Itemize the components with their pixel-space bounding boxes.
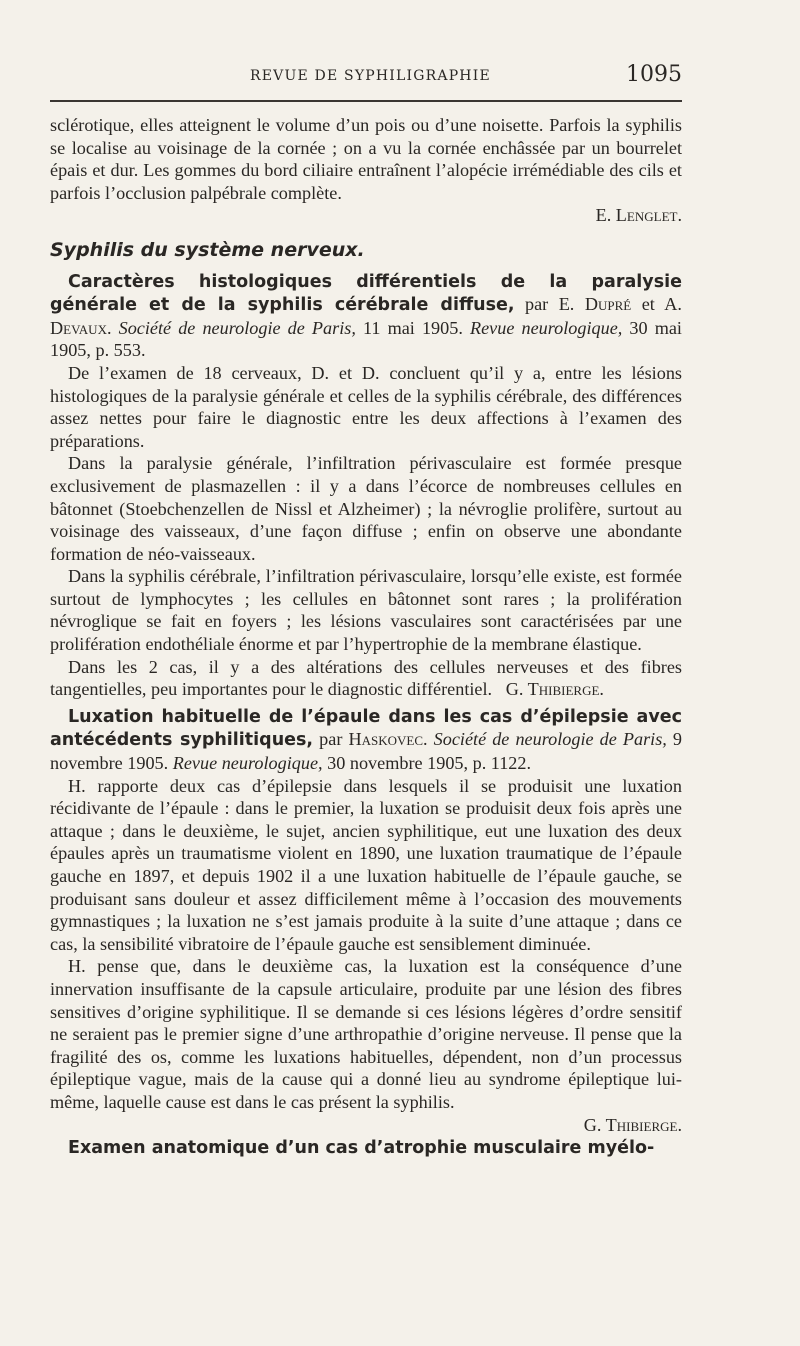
- paragraph-text: Dans les 2 cas, il y a des altérations des cellules nerveuses et des fibres tangentielles, peu importantes pour le diagnostic différentiel.: [50, 656, 682, 700]
- article-heading: [50, 1136, 682, 1160]
- journal-title: REVUE DE SYPHILIGRAPHIE: [250, 68, 491, 84]
- byline-text: par E.: [514, 294, 585, 315]
- signature: G. Thibierge.: [505, 679, 604, 700]
- author-name: Devaux: [50, 317, 107, 338]
- paragraph: H. rapporte deux cas d’épilepsie dans lesquels il se produisit une luxation récidivante de l’épaule : dans le premier, la luxation se produisit deux fois après une attaque ; dans le deuxième, le sujet, ancien syphilitique, eut une luxation des deux épaules après un traumatisme violent en 1890, une luxation traumatique de l’épaule gauche en 1897, et depuis 1902 il a une luxation habituelle de l’épaule gauche, se produisant sans douleur et assez difficilement même à l’occasion des mouvements gymnastiques ; la luxation ne s’est jamais produite à la suite d’une attaque ; dans ce cas, la sensibilité vibratoire de l’épaule gauche est sensiblement diminuée.: [50, 775, 682, 954]
- signature: G. Thibierge.: [583, 1114, 682, 1135]
- paragraph: H. pense que, dans le deuxième cas, la luxation est la conséquence d’une innervation insuffisante de la capsule articulaire, produite par une lésion des fibres sensitives d’origine syphilitique. Il se demande si ces lésions légères d’ordre sensitif ne seraient pas le premier signe d’une arthropathie d’origine nerveuse. Il pense que la fragilité des os, comme les luxations habituelles, dépendent, non d’un processus épileptique vague, mais de la cause qui a donné lieu au syndrome épileptique lui-même, laquelle cause est dans le cas présent la syphilis.: [50, 956, 682, 1112]
- byline-text: par: [313, 729, 349, 750]
- page-number: 1095: [626, 62, 682, 87]
- source-date: 30 novembre 1905, p. 1122.: [322, 753, 532, 774]
- section-heading: Syphilis du système nerveux.: [50, 238, 365, 261]
- source-date: 11 mai 1905.: [355, 317, 470, 338]
- author-name: Haskovec: [348, 729, 423, 750]
- source-name: Société de neurologie de Paris,: [433, 729, 667, 750]
- source-date: 9 novembre 1905.: [50, 729, 683, 774]
- article-title: Luxation habituelle de l’épaule dans les cas d’épilepsie avec antécédents syphilitiques,: [50, 706, 682, 751]
- author-name: Dupré: [584, 294, 632, 315]
- source-date: 30 mai 1905, p. 553.: [50, 317, 682, 361]
- page-body: [50, 114, 682, 1160]
- paragraph: Dans la paralysie générale, l’infiltration périvasculaire est formée presque exclusivement de plasmazellen : il y a dans l’écorce de nombreuses cellules en bâtonnet (Stoebchenzellen de Nissl et Alzheimer) ; la névroglie prolifère, surtout au voisinage des vaisseaux, d’une façon diffuse ; enfin on observe une abondante formation de néo-vaisseaux.: [50, 453, 682, 564]
- article-heading: [50, 705, 682, 775]
- running-header: [50, 62, 682, 92]
- paragraph: [50, 656, 682, 701]
- article-title: Examen anatomique d’un cas d’atrophie musculaire myélo-: [68, 1138, 655, 1159]
- byline-text: .: [423, 729, 434, 750]
- byline-text: .: [106, 317, 119, 338]
- source-name: Revue neurologique,: [469, 317, 623, 338]
- header-rule: [50, 100, 682, 102]
- source-name: Revue neurologique,: [172, 753, 323, 774]
- paragraph: Dans la syphilis cérébrale, l’infiltration périvasculaire, lorsqu’elle existe, est formée surtout de lymphocytes ; les cellules en bâtonnet sont rares ; la prolifération névroglique se fait en foyers ; les lésions vasculaires sont caractérisées par une prolifération endothéliale énorme et par l’hypertrophie de la membrane élastique.: [50, 566, 682, 655]
- continued-paragraph: sclérotique, elles atteignent le volume d’un pois ou d’une noisette. Parfois la syphilis se localise au voisinage de la cornée ; on a vu la cornée enchâssée par un bourrelet épais et dur. Les gommes du bord ciliaire entraînent l’alopécie irrémédiable des cils et parfois l’occlusion palpébrale complète.: [50, 115, 682, 203]
- byline-text: et A.: [631, 294, 682, 315]
- article-heading: [50, 270, 682, 362]
- source-name: Société de neurologie de Paris,: [118, 317, 356, 338]
- signature: E. Lenglet.: [595, 205, 682, 226]
- article-title: Caractères histologiques différentiels de la paralysie générale et de la syphilis cérébrale diffuse,: [50, 271, 682, 316]
- paragraph: De l’examen de 18 cerveaux, D. et D. concluent qu’il y a, entre les lésions histologiques de la paralysie générale et celles de la syphilis cérébrale, des différences assez nettes pour faire le diagnostic entre les deux affections à l’examen des préparations.: [50, 362, 682, 451]
